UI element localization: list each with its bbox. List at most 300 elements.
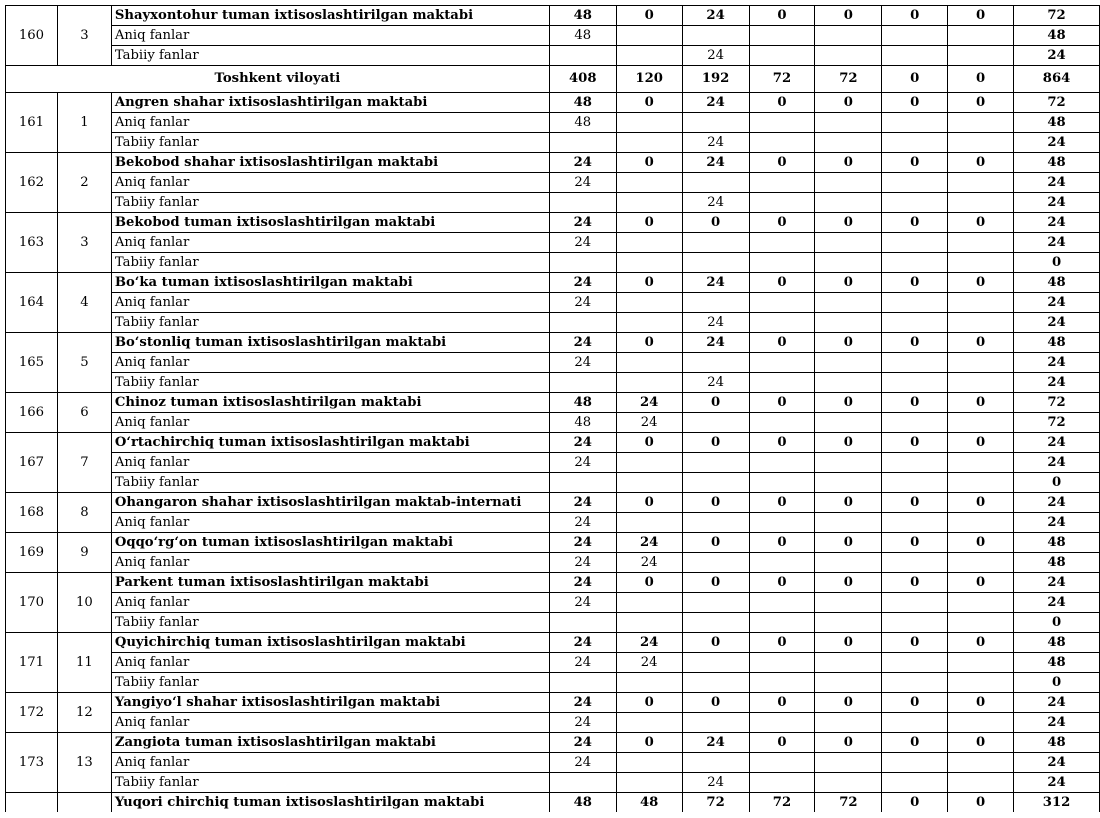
value-cell: 0 <box>616 573 682 593</box>
school-row <box>6 633 1100 653</box>
row-number-cell: 160 <box>6 6 58 66</box>
value-cell <box>882 113 948 133</box>
value-cell: 0 <box>882 533 948 553</box>
sub-number-cell: 2 <box>57 153 111 213</box>
subject-row <box>6 373 1100 393</box>
value-cell: 0 <box>882 333 948 353</box>
value-cell: 24 <box>682 93 749 113</box>
value-cell <box>882 133 948 153</box>
school-row <box>6 493 1100 513</box>
value-cell: 24 <box>549 533 616 553</box>
total-cell: 72 <box>1014 413 1100 433</box>
value-cell <box>815 473 882 493</box>
school-name-cell: Zangiota tuman ixtisoslashtirilgan maktabi <box>111 733 549 753</box>
total-cell: 48 <box>1014 153 1100 173</box>
sub-number-cell: 4 <box>57 273 111 333</box>
subject-name-cell: Aniq fanlar <box>111 653 549 673</box>
school-row <box>6 213 1100 233</box>
value-cell: 0 <box>815 693 882 713</box>
value-cell <box>882 513 948 533</box>
school-name-cell: Parkent tuman ixtisoslashtirilgan maktabi <box>111 573 549 593</box>
value-cell <box>948 773 1014 793</box>
row-number-cell: 173 <box>6 733 58 793</box>
value-cell: 0 <box>815 333 882 353</box>
value-cell: 0 <box>749 573 815 593</box>
value-cell: 0 <box>616 733 682 753</box>
value-cell: 0 <box>948 433 1014 453</box>
value-cell <box>948 673 1014 693</box>
value-cell <box>815 453 882 473</box>
value-cell <box>815 313 882 333</box>
subject-row <box>6 133 1100 153</box>
value-cell <box>616 173 682 193</box>
value-cell: 0 <box>948 273 1014 293</box>
value-cell: 24 <box>682 153 749 173</box>
value-cell: 48 <box>549 393 616 413</box>
school-name-cell: Oqqo‘rg‘on tuman ixtisoslashtirilgan maktabi <box>111 533 549 553</box>
row-number-cell: 165 <box>6 333 58 393</box>
value-cell <box>882 46 948 66</box>
value-cell: 0 <box>882 393 948 413</box>
total-cell: 48 <box>1014 653 1100 673</box>
value-cell: 0 <box>749 693 815 713</box>
value-cell: 0 <box>815 493 882 513</box>
row-number-cell: 164 <box>6 273 58 333</box>
value-cell <box>549 613 616 633</box>
subject-row <box>6 713 1100 733</box>
value-cell <box>815 113 882 133</box>
subject-name-cell: Aniq fanlar <box>111 353 549 373</box>
row-number-cell: 161 <box>6 93 58 153</box>
value-cell <box>815 593 882 613</box>
value-cell: 24 <box>549 353 616 373</box>
row-number-cell: 169 <box>6 533 58 573</box>
value-cell <box>749 133 815 153</box>
value-cell <box>948 613 1014 633</box>
school-name-cell: Quyichirchiq tuman ixtisoslashtirilgan maktabi <box>111 633 549 653</box>
sub-number-cell <box>57 793 111 813</box>
row-number-cell: 170 <box>6 573 58 633</box>
value-cell: 0 <box>882 493 948 513</box>
subject-name-cell: Aniq fanlar <box>111 593 549 613</box>
value-cell: 24 <box>549 293 616 313</box>
total-cell: 72 <box>1014 6 1100 26</box>
value-cell <box>682 613 749 633</box>
value-cell: 0 <box>616 273 682 293</box>
value-cell <box>882 253 948 273</box>
value-cell <box>815 373 882 393</box>
value-cell <box>749 253 815 273</box>
value-cell <box>749 46 815 66</box>
value-cell <box>616 233 682 253</box>
subject-name-cell: Tabiiy fanlar <box>111 253 549 273</box>
subject-row <box>6 453 1100 473</box>
total-cell: 24 <box>1014 773 1100 793</box>
value-cell <box>749 26 815 46</box>
total-cell: 48 <box>1014 553 1100 573</box>
region-value-cell: 72 <box>815 66 882 93</box>
value-cell: 24 <box>549 753 616 773</box>
value-cell: 0 <box>882 693 948 713</box>
value-cell <box>616 673 682 693</box>
total-cell: 0 <box>1014 473 1100 493</box>
value-cell <box>948 293 1014 313</box>
total-cell: 48 <box>1014 113 1100 133</box>
school-name-cell: Bekobod tuman ixtisoslashtirilgan maktabi <box>111 213 549 233</box>
region-total-row <box>6 66 1100 93</box>
total-cell: 24 <box>1014 193 1100 213</box>
value-cell: 0 <box>682 573 749 593</box>
value-cell: 0 <box>682 213 749 233</box>
subject-name-cell: Tabiiy fanlar <box>111 46 549 66</box>
subject-name-cell: Aniq fanlar <box>111 753 549 773</box>
value-cell: 0 <box>682 433 749 453</box>
value-cell: 0 <box>749 153 815 173</box>
row-number-cell: 171 <box>6 633 58 693</box>
value-cell: 0 <box>815 93 882 113</box>
value-cell <box>948 713 1014 733</box>
value-cell: 0 <box>882 93 948 113</box>
subject-name-cell: Tabiiy fanlar <box>111 193 549 213</box>
value-cell <box>682 253 749 273</box>
value-cell <box>815 233 882 253</box>
total-cell: 24 <box>1014 233 1100 253</box>
value-cell: 0 <box>616 213 682 233</box>
total-cell: 24 <box>1014 173 1100 193</box>
value-cell <box>948 193 1014 213</box>
subject-row <box>6 653 1100 673</box>
value-cell <box>815 353 882 373</box>
value-cell: 0 <box>749 93 815 113</box>
value-cell: 48 <box>616 793 682 813</box>
school-row <box>6 273 1100 293</box>
total-cell: 48 <box>1014 273 1100 293</box>
subject-name-cell: Tabiiy fanlar <box>111 473 549 493</box>
school-row <box>6 153 1100 173</box>
subject-name-cell: Tabiiy fanlar <box>111 313 549 333</box>
value-cell: 0 <box>948 693 1014 713</box>
sub-number-cell: 13 <box>57 733 111 793</box>
sub-number-cell: 8 <box>57 493 111 533</box>
total-cell: 24 <box>1014 46 1100 66</box>
value-cell <box>815 413 882 433</box>
school-row <box>6 693 1100 713</box>
total-cell: 24 <box>1014 573 1100 593</box>
total-cell: 312 <box>1014 793 1100 813</box>
value-cell: 0 <box>749 633 815 653</box>
value-cell <box>616 713 682 733</box>
value-cell: 24 <box>549 493 616 513</box>
value-cell: 48 <box>549 793 616 813</box>
document-table-container <box>5 5 1100 812</box>
value-cell: 0 <box>815 733 882 753</box>
value-cell <box>882 293 948 313</box>
sub-number-cell: 3 <box>57 6 111 66</box>
school-row <box>6 573 1100 593</box>
total-cell: 48 <box>1014 633 1100 653</box>
value-cell: 0 <box>948 573 1014 593</box>
value-cell: 24 <box>549 553 616 573</box>
total-cell: 24 <box>1014 213 1100 233</box>
sub-number-cell: 5 <box>57 333 111 393</box>
value-cell <box>948 313 1014 333</box>
value-cell: 24 <box>549 693 616 713</box>
region-value-cell: 192 <box>682 66 749 93</box>
value-cell <box>616 513 682 533</box>
value-cell <box>882 673 948 693</box>
sub-number-cell: 6 <box>57 393 111 433</box>
value-cell <box>882 453 948 473</box>
value-cell: 0 <box>882 733 948 753</box>
school-name-cell: Bo‘ka tuman ixtisoslashtirilgan maktabi <box>111 273 549 293</box>
value-cell <box>948 173 1014 193</box>
value-cell <box>682 233 749 253</box>
value-cell <box>616 753 682 773</box>
value-cell <box>882 593 948 613</box>
value-cell <box>682 413 749 433</box>
subject-row <box>6 613 1100 633</box>
total-cell: 0 <box>1014 253 1100 273</box>
value-cell <box>948 133 1014 153</box>
subject-name-cell: Aniq fanlar <box>111 413 549 433</box>
value-cell <box>749 293 815 313</box>
value-cell: 0 <box>616 433 682 453</box>
value-cell <box>948 413 1014 433</box>
total-cell: 72 <box>1014 93 1100 113</box>
value-cell <box>815 713 882 733</box>
value-cell <box>948 453 1014 473</box>
value-cell <box>616 613 682 633</box>
value-cell <box>948 26 1014 46</box>
region-total-cell: 864 <box>1014 66 1100 93</box>
value-cell: 24 <box>616 633 682 653</box>
value-cell <box>549 473 616 493</box>
value-cell <box>882 26 948 46</box>
value-cell <box>882 653 948 673</box>
value-cell <box>549 373 616 393</box>
value-cell: 48 <box>549 26 616 46</box>
region-value-cell: 120 <box>616 66 682 93</box>
total-cell: 24 <box>1014 373 1100 393</box>
school-row <box>6 733 1100 753</box>
value-cell <box>549 46 616 66</box>
value-cell <box>749 713 815 733</box>
value-cell: 0 <box>682 693 749 713</box>
subject-row <box>6 753 1100 773</box>
value-cell: 0 <box>882 213 948 233</box>
value-cell <box>749 613 815 633</box>
value-cell: 0 <box>882 633 948 653</box>
value-cell <box>948 653 1014 673</box>
value-cell <box>682 673 749 693</box>
value-cell <box>549 673 616 693</box>
value-cell: 0 <box>749 733 815 753</box>
value-cell: 0 <box>815 393 882 413</box>
subject-name-cell: Aniq fanlar <box>111 513 549 533</box>
subject-row <box>6 46 1100 66</box>
row-number-cell: 163 <box>6 213 58 273</box>
value-cell <box>882 193 948 213</box>
row-number-cell: 162 <box>6 153 58 213</box>
value-cell <box>682 353 749 373</box>
subject-row <box>6 513 1100 533</box>
subject-row <box>6 313 1100 333</box>
school-name-cell: Chinoz tuman ixtisoslashtirilgan maktabi <box>111 393 549 413</box>
value-cell <box>682 473 749 493</box>
value-cell: 24 <box>549 713 616 733</box>
value-cell: 0 <box>682 393 749 413</box>
value-cell <box>882 173 948 193</box>
value-cell <box>948 473 1014 493</box>
value-cell: 0 <box>749 393 815 413</box>
school-name-cell: O‘rtachirchiq tuman ixtisoslashtirilgan maktabi <box>111 433 549 453</box>
value-cell: 24 <box>616 413 682 433</box>
value-cell <box>815 293 882 313</box>
subject-row <box>6 233 1100 253</box>
value-cell <box>882 413 948 433</box>
value-cell <box>815 753 882 773</box>
sub-number-cell: 11 <box>57 633 111 693</box>
total-cell: 0 <box>1014 673 1100 693</box>
value-cell: 0 <box>749 533 815 553</box>
value-cell: 0 <box>948 213 1014 233</box>
school-row <box>6 6 1100 26</box>
value-cell: 24 <box>549 233 616 253</box>
total-cell: 24 <box>1014 513 1100 533</box>
subject-row <box>6 473 1100 493</box>
value-cell <box>882 353 948 373</box>
value-cell <box>815 193 882 213</box>
value-cell: 0 <box>682 493 749 513</box>
total-cell: 24 <box>1014 493 1100 513</box>
value-cell <box>682 653 749 673</box>
value-cell: 24 <box>682 133 749 153</box>
total-cell: 24 <box>1014 453 1100 473</box>
value-cell: 48 <box>549 6 616 26</box>
school-row <box>6 333 1100 353</box>
subject-name-cell: Aniq fanlar <box>111 713 549 733</box>
value-cell <box>948 513 1014 533</box>
sub-number-cell: 10 <box>57 573 111 633</box>
value-cell: 24 <box>682 46 749 66</box>
value-cell <box>682 173 749 193</box>
value-cell: 24 <box>682 313 749 333</box>
value-cell: 0 <box>749 213 815 233</box>
value-cell <box>616 113 682 133</box>
value-cell: 0 <box>948 633 1014 653</box>
value-cell <box>815 653 882 673</box>
value-cell <box>815 46 882 66</box>
school-row <box>6 93 1100 113</box>
subject-row <box>6 773 1100 793</box>
value-cell <box>882 773 948 793</box>
value-cell <box>682 593 749 613</box>
value-cell <box>948 233 1014 253</box>
value-cell <box>682 26 749 46</box>
value-cell: 24 <box>549 573 616 593</box>
sub-number-cell: 12 <box>57 693 111 733</box>
subject-name-cell: Aniq fanlar <box>111 453 549 473</box>
value-cell <box>815 613 882 633</box>
subject-name-cell: Tabiiy fanlar <box>111 613 549 633</box>
value-cell <box>616 373 682 393</box>
value-cell: 0 <box>682 633 749 653</box>
school-name-cell: Yuqori chirchiq tuman ixtisoslashtirilgan maktabi <box>111 793 549 813</box>
value-cell: 48 <box>549 413 616 433</box>
value-cell <box>948 593 1014 613</box>
value-cell: 24 <box>616 653 682 673</box>
total-cell: 0 <box>1014 613 1100 633</box>
value-cell <box>682 553 749 573</box>
value-cell: 0 <box>882 433 948 453</box>
value-cell: 0 <box>815 633 882 653</box>
value-cell <box>948 113 1014 133</box>
subject-row <box>6 353 1100 373</box>
total-cell: 24 <box>1014 593 1100 613</box>
row-number-cell: 168 <box>6 493 58 533</box>
value-cell <box>749 413 815 433</box>
sub-number-cell: 9 <box>57 533 111 573</box>
value-cell <box>549 313 616 333</box>
total-cell: 24 <box>1014 753 1100 773</box>
value-cell: 0 <box>882 6 948 26</box>
value-cell <box>749 113 815 133</box>
value-cell <box>948 373 1014 393</box>
value-cell <box>815 253 882 273</box>
total-cell: 24 <box>1014 713 1100 733</box>
value-cell <box>749 233 815 253</box>
value-cell: 24 <box>682 193 749 213</box>
value-cell: 0 <box>882 573 948 593</box>
value-cell: 24 <box>682 6 749 26</box>
value-cell: 0 <box>749 273 815 293</box>
value-cell <box>749 473 815 493</box>
value-cell: 0 <box>948 93 1014 113</box>
subject-row <box>6 293 1100 313</box>
value-cell <box>815 173 882 193</box>
sub-number-cell: 1 <box>57 93 111 153</box>
value-cell <box>549 773 616 793</box>
value-cell: 0 <box>948 6 1014 26</box>
value-cell <box>749 173 815 193</box>
value-cell: 24 <box>549 633 616 653</box>
school-name-cell: Angren shahar ixtisoslashtirilgan maktabi <box>111 93 549 113</box>
value-cell <box>749 593 815 613</box>
total-cell: 24 <box>1014 353 1100 373</box>
value-cell: 24 <box>549 433 616 453</box>
value-cell <box>948 46 1014 66</box>
value-cell <box>948 553 1014 573</box>
value-cell: 0 <box>882 153 948 173</box>
total-cell: 24 <box>1014 693 1100 713</box>
value-cell <box>749 373 815 393</box>
school-row <box>6 393 1100 413</box>
subject-name-cell: Aniq fanlar <box>111 173 549 193</box>
value-cell: 0 <box>948 493 1014 513</box>
value-cell: 24 <box>682 373 749 393</box>
value-cell: 0 <box>815 573 882 593</box>
value-cell: 0 <box>616 6 682 26</box>
school-row <box>6 433 1100 453</box>
school-name-cell: Shayxontohur tuman ixtisoslashtirilgan maktabi <box>111 6 549 26</box>
value-cell <box>682 293 749 313</box>
value-cell: 0 <box>815 213 882 233</box>
subject-row <box>6 113 1100 133</box>
value-cell: 24 <box>616 553 682 573</box>
value-cell: 0 <box>815 273 882 293</box>
subject-row <box>6 26 1100 46</box>
total-cell: 48 <box>1014 733 1100 753</box>
